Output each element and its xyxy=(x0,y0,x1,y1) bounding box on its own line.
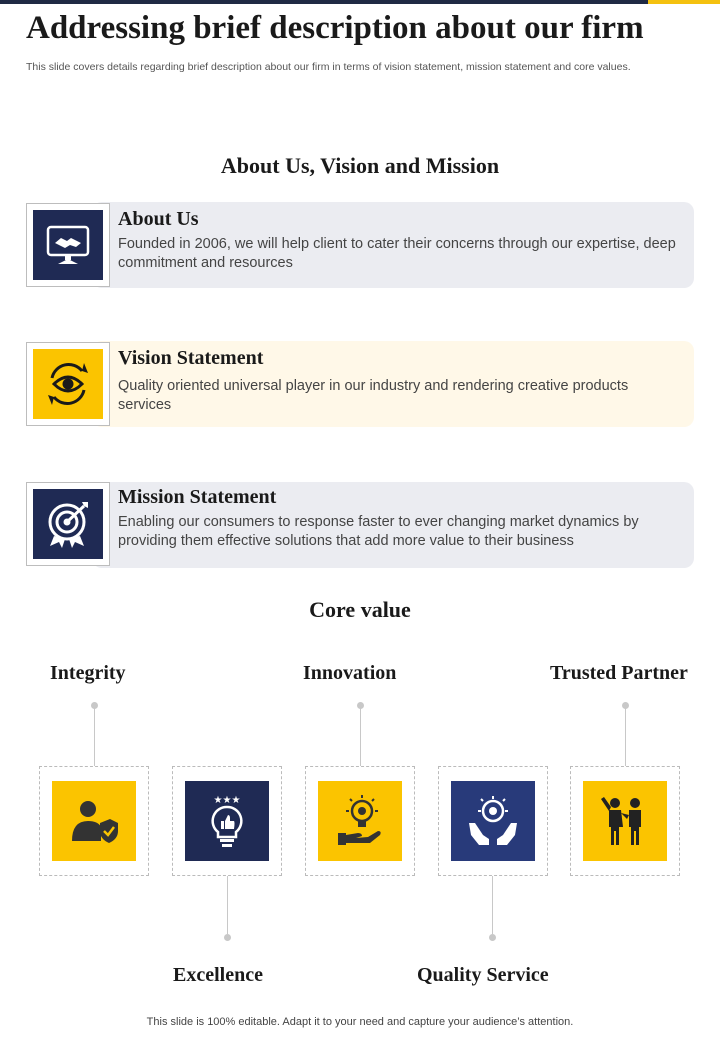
core-value-label-quality-service: Quality Service xyxy=(417,964,549,986)
connector-dot xyxy=(224,934,231,941)
lightbulb-thumbs-up-icon xyxy=(185,781,269,861)
page-title: Addressing brief description about our firm xyxy=(26,10,644,46)
mission-text: Enabling our consumers to response faster to ever changing market dynamics by providing them effective solutions that add more value to their business xyxy=(118,514,639,549)
core-value-innovation xyxy=(305,766,415,876)
about-section-heading: About Us, Vision and Mission xyxy=(220,153,500,178)
svg-text:★★★: ★★★ xyxy=(213,795,241,806)
core-value-label-innovation: Innovation xyxy=(303,662,397,684)
vision-icon-frame xyxy=(26,342,110,426)
core-value-excellence xyxy=(172,766,282,876)
about-us-text: Founded in 2006, we will help client to cater their concerns through our expertise, deep commitment and resources xyxy=(118,236,676,271)
page-subtitle: This slide covers details regarding brief description about our firm in terms of vision statement, mission statement and core values. xyxy=(26,61,631,73)
footer-note: This slide is 100% editable. Adapt it to your need and capture your audience’s attention. xyxy=(146,1016,574,1028)
top-accent-bar xyxy=(0,0,648,4)
mission-title: Mission Statement xyxy=(118,486,277,508)
eye-cycle-icon xyxy=(33,349,103,419)
vision-title: Vision Statement xyxy=(118,347,264,369)
user-shield-icon xyxy=(52,781,136,861)
core-value-label-trusted-partner: Trusted Partner xyxy=(550,662,688,684)
connector-line xyxy=(227,876,228,934)
core-value-quality-service xyxy=(438,766,548,876)
core-value-integrity xyxy=(39,766,149,876)
core-value-heading: Core value xyxy=(309,597,411,622)
mission-icon-frame xyxy=(26,482,110,566)
core-value-label-excellence: Excellence xyxy=(173,964,263,986)
handshake-monitor-icon xyxy=(33,210,103,280)
connector-line xyxy=(492,876,493,934)
connector-line xyxy=(94,706,95,766)
hand-lightbulb-icon xyxy=(318,781,402,861)
connector-dot xyxy=(489,934,496,941)
about-us-title: About Us xyxy=(118,208,199,230)
vision-text: Quality oriented universal player in our industry and rendering creative products services xyxy=(118,378,629,413)
hands-quality-badge-icon xyxy=(451,781,535,861)
core-value-label-integrity: Integrity xyxy=(50,662,126,684)
connector-line xyxy=(360,706,361,766)
connector-line xyxy=(625,706,626,766)
top-accent-bar-yellow xyxy=(648,0,720,4)
partners-icon xyxy=(583,781,667,861)
core-value-trusted-partner xyxy=(570,766,680,876)
target-badge-icon xyxy=(33,489,103,559)
about-us-icon-frame xyxy=(26,203,110,287)
